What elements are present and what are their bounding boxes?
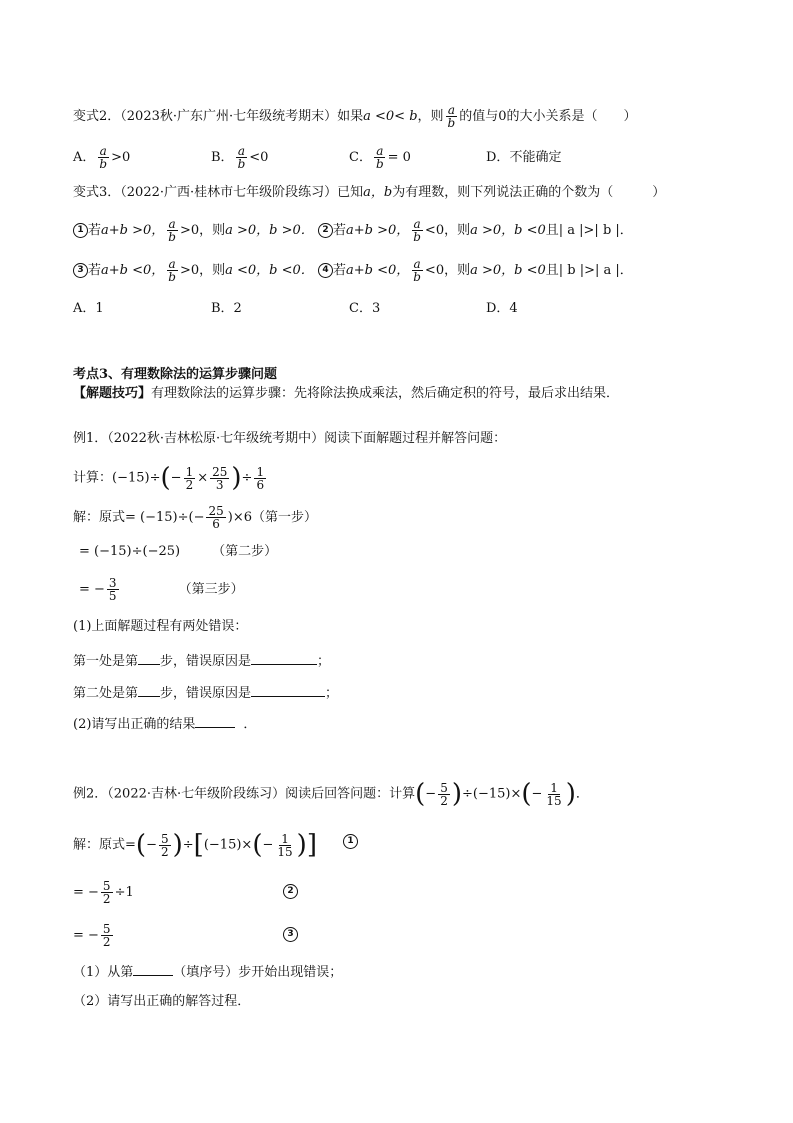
variant2-condition: a <0< b	[363, 109, 418, 124]
answer-blank[interactable]	[138, 650, 160, 665]
example2-head: 例2．（2022·吉林·七年级阶段练习）阅读后回答问题：计算(− $\frac{5}{2}$ )÷(−15)×(− $\frac{1}{15}$ )．	[73, 779, 589, 809]
tip-text: ：先将除法换成乘法，然后确定积的符号，最后求出结果．	[281, 386, 620, 401]
variant3-tail: 为有理数，则下列说法正确的个数为（ ）	[392, 185, 666, 200]
option-b[interactable]: B．2	[211, 301, 242, 316]
answer-blank[interactable]	[195, 713, 235, 728]
example2-solution-line1: 解：原式=(− $\frac{5}{2}$ )÷[(−15)×(− $\frac{1}{15}$ )]	[73, 830, 317, 860]
tip-tag: 【解题技巧】	[73, 386, 152, 401]
example2-solution-line2: = − $\frac{5}{2}$ ÷1	[73, 879, 134, 906]
option-c[interactable]: C．3	[349, 301, 381, 316]
answer-blank[interactable]	[251, 650, 317, 665]
option-a[interactable]: A．1	[73, 301, 104, 316]
example1-head: 例1．（2022秋·吉林松原·七年级统考期中）阅读下面解题过程并解答问题：	[73, 431, 507, 446]
option-d[interactable]: D．4	[486, 301, 518, 316]
step-2-marker: 2	[283, 884, 298, 899]
option-d[interactable]: D．不能确定	[486, 150, 562, 165]
example1-q1: (1)上面解题过程有两处错误：	[73, 619, 248, 634]
example1-solution-line3: = − $\frac{3}{5}$ （第三步）	[79, 576, 244, 603]
variant2-mid: ，则	[417, 109, 444, 124]
section-title: 考点3、有理数除法的运算步骤问题	[73, 367, 278, 382]
fraction-a-over-b: $\frac{a}{b}$	[447, 103, 456, 130]
variant2-question	[73, 104, 637, 129]
variant3-vars: a，b	[363, 185, 393, 200]
option-a[interactable]: A． $\frac{a}{b}$ >0	[73, 144, 131, 171]
variant2-head: 变式2．（2023秋·广东广州·七年级统考期末）如果	[73, 109, 364, 124]
option-c[interactable]: C． $\frac{a}{b}$ = 0	[349, 144, 411, 171]
answer-blank[interactable]	[133, 961, 173, 976]
tip-key: 有理数除法的运算步骤	[151, 386, 282, 401]
option-b[interactable]: B． $\frac{a}{b}$ <0	[211, 144, 269, 171]
example2-q1: （1）从第 （填序号）步开始出现错误；	[73, 961, 342, 982]
example1-q1-first: 第一处是第 步，错误原因是 ；	[73, 650, 330, 671]
step-3-marker: 3	[283, 927, 298, 942]
example2-q2: （2）请写出正确的解答过程．	[73, 994, 251, 1009]
statement-1-2: 1 若a+b >0， $\frac{a}{b}$ >0，则a >0，b >0． 2 若a+b >0， $\frac{a}{b}$ <0，则a >0，b <0且| a |>| b |．	[73, 218, 633, 243]
statement-3-4: 3 若a+b <0， $\frac{a}{b}$ >0，则a <0，b <0． 4 若a+b <0， $\frac{a}{b}$ <0，则a >0，b <0且| b |>| a |．	[73, 258, 633, 283]
example1-solution-line2: = (−15)÷(−25) （第二步）	[79, 544, 278, 559]
answer-blank[interactable]	[251, 682, 325, 697]
variant2-tail: 的值与0的大小关系是（ ）	[459, 109, 637, 124]
variant3-head: 变式3．（2022·广西·桂林市七年级阶段练习）已知	[73, 185, 364, 200]
example1-q2: (2)请写出正确的结果 ．	[73, 713, 256, 734]
solving-tip	[73, 385, 619, 403]
example2-solution-line3: = − $\frac{5}{2}$	[73, 922, 111, 949]
circle-3-marker: 3	[73, 263, 88, 278]
circle-1-marker: 1	[73, 223, 88, 238]
example1-expression: 计算：(−15)÷(− $\frac{1}{2}$ × $\frac{25}{3}$ )÷ $\frac{1}{6}$	[73, 463, 265, 493]
answer-blank[interactable]	[138, 682, 160, 697]
circle-2-marker: 2	[318, 223, 333, 238]
example1-q1-second: 第二处是第 步，错误原因是 ；	[73, 682, 338, 703]
step-1-marker: 1	[343, 834, 358, 849]
example1-solution-line1: 解：原式= (−15)÷(− $\frac{25}{6}$ )×6（第一步）	[73, 504, 318, 531]
variant3-question	[73, 184, 665, 202]
circle-4-marker: 4	[318, 263, 333, 278]
